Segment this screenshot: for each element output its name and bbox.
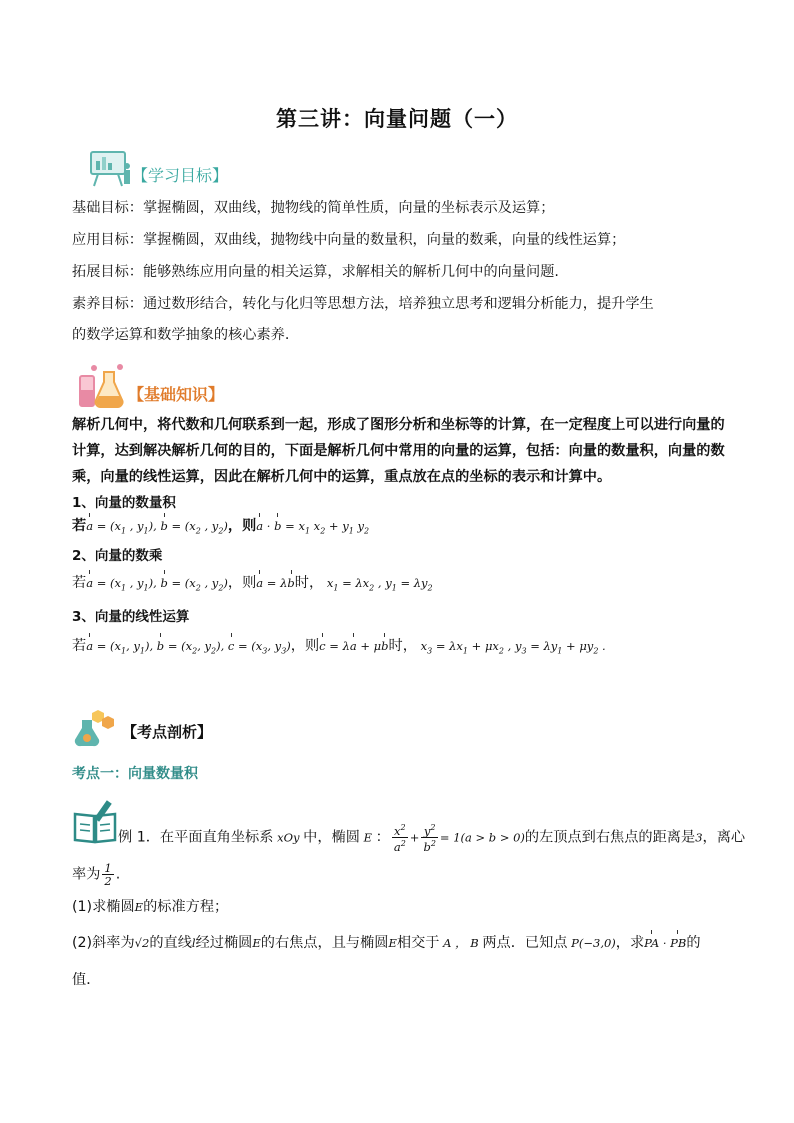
presentation-board-icon xyxy=(88,148,132,188)
chemistry-bottle-icon xyxy=(72,708,120,748)
basics-intro-1: 解析几何中，将代数和几何联系到一起，形成了图形分析和坐标等的计算，在一定程度上可以进行向量的 xyxy=(72,417,725,433)
example-1-line-1: 例 1．在平面直角坐标系 xOy 中，椭圆 E ： $\frac{x^2}{a^2}$ + $\frac{y^2}{b^2}$ = 1(a > b > 0)的左顶点到右焦点的距离是3，离心 xyxy=(118,823,746,854)
example-1-q2-end: 值． xyxy=(72,972,101,988)
goal-line-2: 应用目标：掌握椭圆，双曲线，抛物线中向量的数量积，向量的数乘，向量的线性运算； xyxy=(72,232,626,248)
basics-intro-2: 计算，达到解决解析几何的目的，下面是解析几何中常用的向量的运算，包括：向量的数量积，向量的数 xyxy=(72,443,725,459)
analysis-heading: 【考点剖析】 xyxy=(122,723,213,741)
item1-title: 1、向量的数量积 xyxy=(72,495,176,511)
item1-formula: 若$a = (x_1$ , $y_1$), $b = (x_2$ , $y_2$)，则$a \cdot b = x_1$ $x_2 + y_1$ $y_2$ xyxy=(72,518,370,536)
example-1-q2: (2)斜率为√2的直线l经过椭圆E的右焦点，且与椭圆E相交于 A ， B 两点．已知点 P(−3,0)，求PA · PB的 xyxy=(72,935,701,951)
example-1-q1: (1)求椭圆E的标准方程； xyxy=(72,899,229,915)
goal-line-4: 素养目标：通过数形结合，转化与化归等思想方法，培养独立思考和逻辑分析能力，提升学生 xyxy=(72,296,654,312)
item2-title: 2、向量的数乘 xyxy=(72,548,163,564)
goal-line-1: 基础目标：掌握椭圆，双曲线，抛物线的简单性质，向量的坐标表示及运算； xyxy=(72,200,555,216)
example-1-line-2: 率为 $\frac{1}{2}$ . xyxy=(72,861,121,888)
basics-intro-3: 乘，向量的线性运算，因此在解析几何中的运算，重点放在点的坐标的表示和计算中。 xyxy=(72,469,612,485)
page-title: 第三讲：向量问题（一） xyxy=(276,107,518,131)
item3-formula: 若$a = (x_1$, $y_1$), $b = (x_2$, $y_2$), $c = (x_3$, $y_3$)，则c = λa + μb时， $x_3 = \lambda x_1 + \mu x_2$ , $y_3 = \lambda y_1 + \mu y_2$ . xyxy=(72,638,606,656)
goals-heading: 【学习目标】 xyxy=(132,166,229,185)
open-book-pencil-icon xyxy=(72,800,118,844)
item2-formula: 若$a = (x_1$ , $y_1$), $b = (x_2$ , $y_2$)，则a = λb时， $x_1 = \lambda x_2$ , $y_1 = \lambda y_2$ xyxy=(72,575,433,593)
goal-line-3: 拓展目标：能够熟练应用向量的相关运算，求解相关的解析几何中的向量问题. xyxy=(72,264,559,280)
flask-icon xyxy=(74,362,126,410)
basics-heading: 【基础知识】 xyxy=(128,385,225,404)
item3-title: 3、向量的线性运算 xyxy=(72,609,190,625)
goal-line-5: 的数学运算和数学抽象的核心素养. xyxy=(72,327,290,343)
point1-title: 考点一：向量数量积 xyxy=(72,766,198,782)
